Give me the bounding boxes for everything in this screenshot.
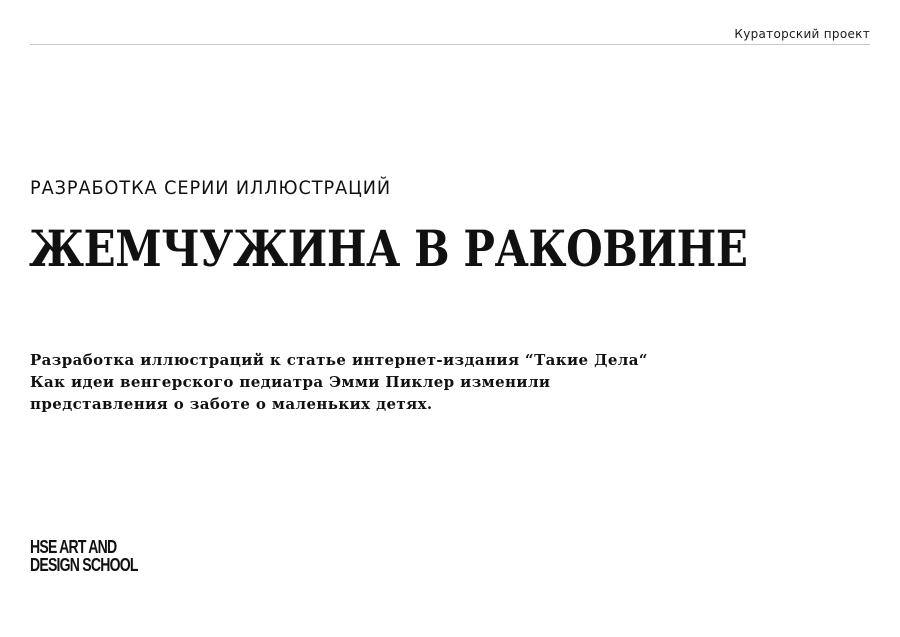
project-description: [30, 349, 790, 415]
logo-line: HSE ART AND: [30, 537, 117, 557]
description-line: Как идеи венгерского педиатра Эмми Пиклер изменили: [30, 373, 551, 391]
section-label: Кураторский проект: [734, 27, 870, 41]
project-subtitle: РАЗРАБОТКА СЕРИИ ИЛЛЮСТРАЦИЙ: [30, 177, 392, 199]
school-logo: [30, 538, 138, 574]
logo-line: DESIGN SCHOOL: [30, 555, 138, 575]
project-title: ЖЕМЧУЖИНА В РАКОВИНЕ: [29, 219, 748, 278]
description-line: Разработка иллюстраций к статье интернет-издания “Такие Дела“: [30, 351, 648, 369]
description-line: представления о заботе о маленьких детях.: [30, 395, 433, 413]
header-divider: [30, 44, 870, 45]
